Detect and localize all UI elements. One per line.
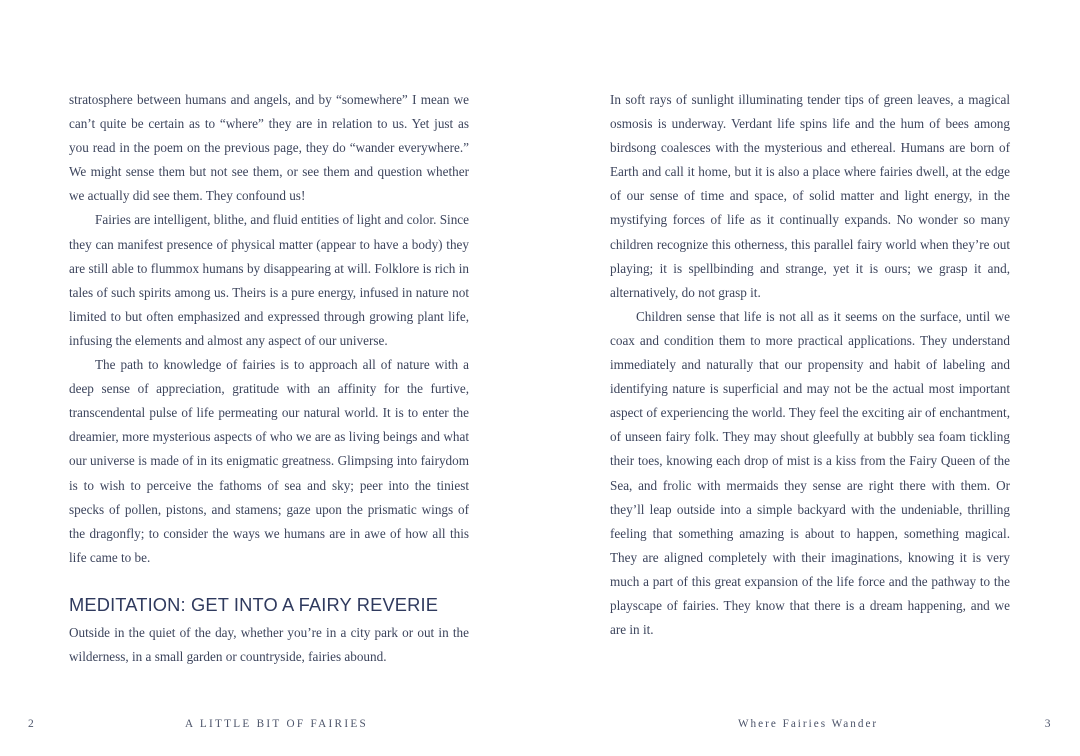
right-page-text-column: [610, 88, 1010, 642]
right-page: [540, 0, 1080, 756]
section-paragraph: Outside in the quiet of the day, whether you’re in a city park or out in the wilderness, in a small garden or countryside, fairies abound.: [69, 624, 469, 664]
left-page-footer: [0, 696, 540, 756]
right-page-footer: [540, 696, 1080, 756]
left-page-text-column: [69, 88, 469, 669]
paragraph: In soft rays of sunlight illuminating tender tips of green leaves, a magical osmosis is underway. Verdant life spins life and the hum of bees among birdsong coalesces with the mysterious and ethereal. Humans are born of Earth and call it home, but it is also a place where fairies dwell, at the edge of our sense of time and space, of solid matter and light energy, in the mystifying forces of life as it continually expands. No wonder so many children recognize this otherness, this parallel fairy world when they’re out playing; it is spellbinding and strange, yet it is ours; we grasp it and, alternatively, do not grasp it.: [610, 92, 1010, 300]
paragraph: The path to knowledge of fairies is to approach all of nature with a deep sense of appreciation, gratitude with an affinity for the furtive, transcendental pulse of life permeating our natural world. It is to enter the dreamier, more mysterious aspects of who we are as living beings and what our universe is made of in its enigmatic greatness. Glimpsing into fairydom is to wish to perceive the fathoms of sea and sky; peer into the tiniest specks of pollen, pistons, and stamens; gaze upon the prismatic wings of the dragonfly; to consider the ways we humans are in awe of how all this life came to be.: [69, 357, 469, 565]
page-number: 2: [28, 718, 35, 730]
paragraph: Children sense that life is not all as it seems on the surface, until we coax and condition them to more practical applications. They understand immediately and naturally that our propensity and habit of labeling and identifying nature is superficial and may not be the actual most important aspect of experiencing the world. They feel the exciting air of enchantment, of unseen fairy folk. They may shout gleefully at bubbly sea foam tickling their toes, knowing each drop of mist is a kiss from the Fairy Queen of the Sea, and frolic with mermaids they sense are right there with them. Or they’ll leap outside into a simple backyard with the undeniable, thrilling feeling that something amazing is about to happen, something magical. They are aligned completely with their imaginations, knowing it is very much a part of this great expansion of the life force and the pathway to the playscape of fairies. They know that there is a dream happening, and we are in it.: [610, 308, 1010, 638]
page-number: 3: [1044, 718, 1051, 730]
paragraph: stratosphere between humans and angels, and by “somewhere” I mean we can’t quite be certain as to “where” they are in relation to us. Yet just as you read in the poem on the previous page, they do “wander everywhere.” We might sense them but not see them, or see them and question whether we actually did see them. They confound us!: [69, 92, 469, 204]
running-head-book-title: A LITTLE BIT OF FAIRIES: [185, 718, 369, 730]
paragraph: Fairies are intelligent, blithe, and fluid entities of light and color. Since they can manifest presence of physical matter (appear to have a body) they are still able to flummox humans by disappearing at will. Folklore is rich in tales of such spirits among us. Theirs is a pure energy, infused in nature not limited to but often emphasized and expressed through growing plant life, infusing the elements and almost any aspect of our universe.: [69, 212, 469, 348]
running-head-chapter-title: Where Fairies Wander: [738, 718, 879, 730]
section-heading: MEDITATION: GET INTO A FAIRY REVERIE: [69, 593, 439, 615]
